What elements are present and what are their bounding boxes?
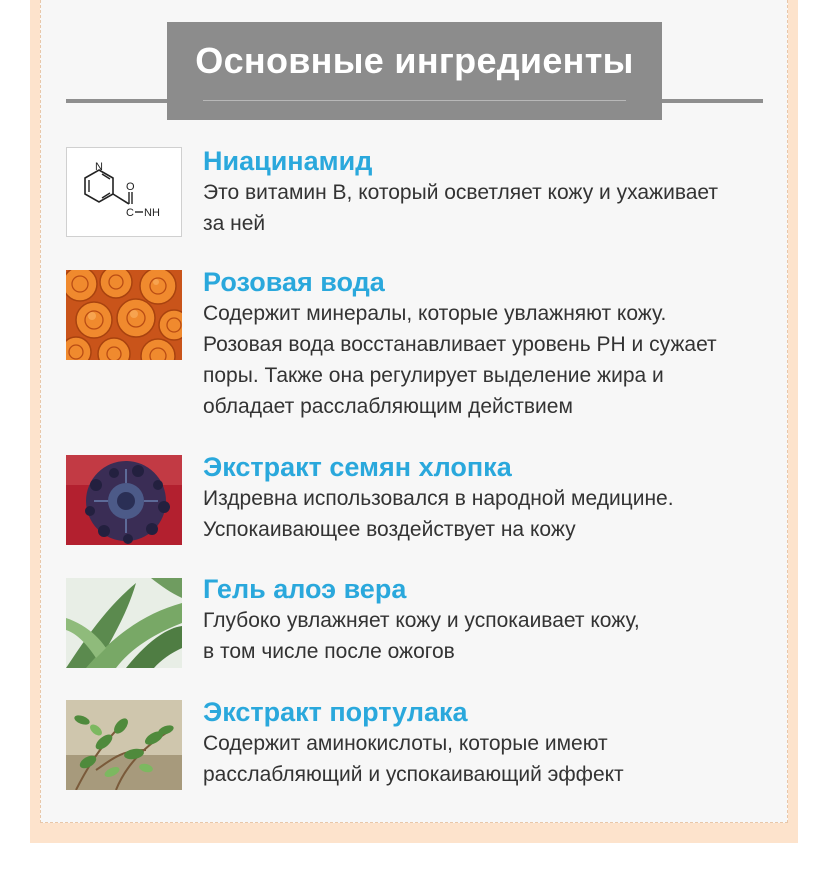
niacinamide-structure-icon <box>66 147 182 237</box>
amine-label: NH <box>144 207 160 219</box>
oxygen-label: O <box>126 181 135 193</box>
description-line: Содержит минералы, которые увлажняют кожу. <box>203 302 667 325</box>
description-line: в том числе после ожогов <box>203 640 455 663</box>
description-line: обладает расслабляющим действием <box>203 395 573 418</box>
description-line: расслабляющий и успокаивающий эффект <box>203 763 624 786</box>
ingredient-title: Розовая вода <box>203 267 385 297</box>
description-line: поры. Также она регулирует выделение жира и <box>203 364 664 387</box>
cotton-flower-photo <box>66 455 182 545</box>
aloe-vera-photo <box>66 578 182 668</box>
nitrogen-label: N <box>95 161 103 173</box>
description-line: за ней <box>203 212 266 235</box>
header-banner <box>167 22 662 120</box>
description-line: Содержит аминокислоты, которые имеют <box>203 732 608 755</box>
description-line: Розовая вода восстанавливает уровень РН и сужает <box>203 333 717 356</box>
description-line: Это витамин В, который осветляет кожу и ухаживает <box>203 181 719 204</box>
ingredient-title: Экстракт семян хлопка <box>203 452 512 482</box>
ingredient-title: Гель алоэ вера <box>203 574 407 604</box>
ingredient-title: Ниацинамид <box>203 146 373 176</box>
ingredient-description <box>203 177 773 239</box>
ingredient-description <box>203 483 773 545</box>
purslane-plant-photo <box>66 700 182 790</box>
description-line: Издревна использовался в народной медицине. <box>203 487 674 510</box>
page-title: Основные ингредиенты <box>195 40 634 81</box>
ingredient-description <box>203 298 773 422</box>
ingredient-description <box>203 728 773 790</box>
description-line: Глубоко увлажняет кожу и успокаивает кожу, <box>203 609 640 632</box>
description-line: Успокаивающее воздействует на кожу <box>203 518 576 541</box>
carbon-label: C <box>126 207 134 219</box>
orange-roses-photo <box>66 270 182 360</box>
ingredient-title: Экстракт портулака <box>203 697 468 727</box>
ingredient-description <box>203 605 773 667</box>
title-underline <box>203 100 626 101</box>
